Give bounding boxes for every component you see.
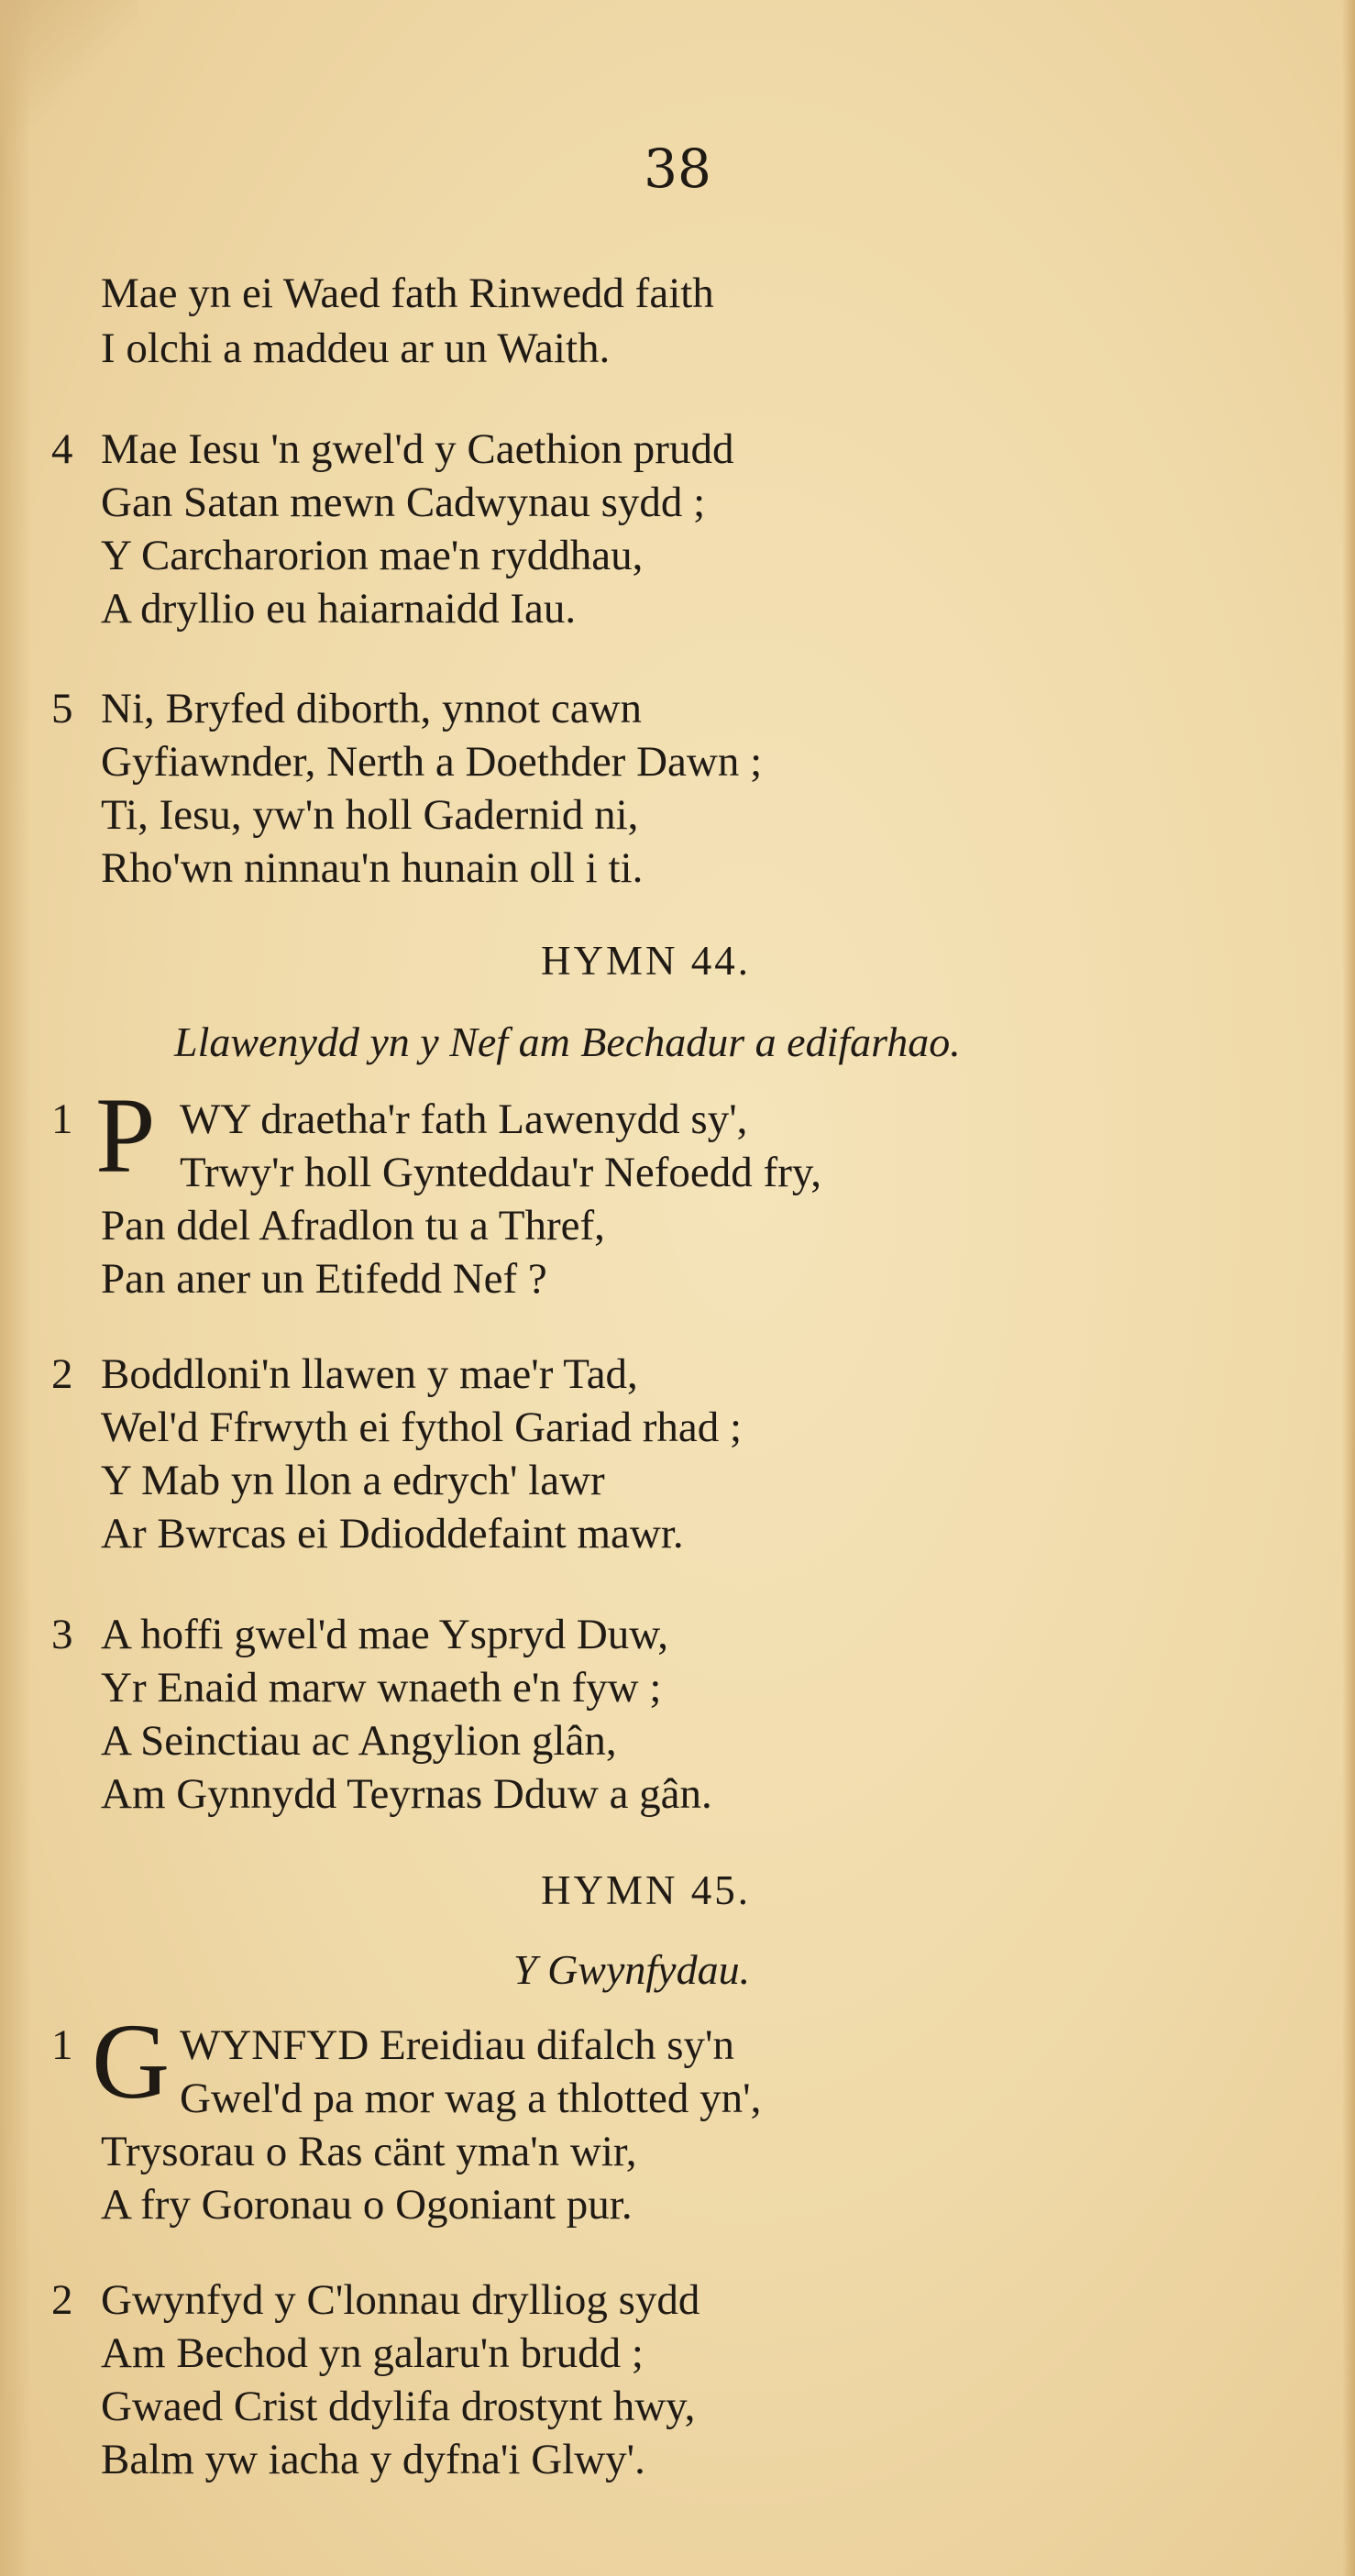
verse-line: Pan ddel Afradlon tu a Thref, — [101, 1202, 605, 1249]
verse-line: Y Mab yn llon a edrych' lawr — [101, 1457, 605, 1504]
verse-line: Y Carcharorion mae'n ryddhau, — [101, 532, 644, 579]
verse-line: Yr Enaid marw wnaeth e'n fyw ; — [101, 1664, 662, 1712]
verse-line: Gwynfyd y C'lonnau drylliog sydd — [101, 2276, 700, 2324]
verse-number: 5 — [51, 685, 73, 732]
hymn-title: HYMN 45. — [541, 1867, 752, 1913]
page-number: 38 — [644, 138, 711, 200]
verse-line: Trysorau o Ras cänt yma'n wir, — [101, 2128, 637, 2175]
verse-line: I olchi a maddeu ar un Waith. — [101, 325, 611, 372]
verse-line: WY draetha'r fath Lawenydd sy', — [180, 1095, 748, 1143]
folded-corner — [0, 0, 138, 138]
verse-line: Ar Bwrcas ei Ddioddefaint mawr. — [101, 1510, 684, 1558]
verse-line: Am Bechod yn galaru'n brudd ; — [101, 2329, 644, 2377]
verse-line: Gan Satan mewn Cadwynau sydd ; — [101, 479, 706, 526]
verse-number: 4 — [51, 425, 73, 473]
hymn-title: HYMN 44. — [541, 938, 752, 984]
verse-line: Mae yn ei Waed fath Rinwedd faith — [101, 270, 714, 317]
hymn-subtitle: Llawenydd yn y Nef am Bechadur a edifarhao. — [174, 1018, 961, 1065]
verse-number: 1 — [51, 1095, 73, 1143]
verse-line: Wel'd Ffrwyth ei fythol Gariad rhad ; — [101, 1404, 743, 1451]
verse-line: Gwel'd pa mor wag a thlotted yn', — [180, 2075, 762, 2122]
verse-number: 2 — [51, 2276, 73, 2324]
verse-line: A hoffi gwel'd mae Yspryd Duw, — [101, 1611, 668, 1658]
verse-line: Ni, Bryfed diborth, ynnot cawn — [101, 685, 643, 732]
verse-line: Trwy'r holl Gynteddau'r Nefoedd fry, — [180, 1149, 822, 1196]
verse-number: 2 — [51, 1350, 73, 1398]
page-edge-shadow-right — [1342, 0, 1355, 2576]
verse-line: Rho'wn ninnau'n hunain oll i ti. — [101, 844, 644, 892]
verse-number: 1 — [51, 2021, 73, 2069]
verse-line: Ti, Iesu, yw'n holl Gadernid ni, — [101, 791, 639, 839]
verse-line: Balm yw iacha y dyfna'i Glwy'. — [101, 2436, 645, 2483]
verse-line: Gyfiawnder, Nerth a Doethder Dawn ; — [101, 738, 763, 786]
drop-cap: G — [92, 2001, 171, 2121]
verse-line: A Seinctiau ac Angylion glân, — [101, 1717, 617, 1765]
verse-number: 3 — [51, 1611, 73, 1658]
page-edge-shadow-left — [0, 0, 31, 2576]
verse-line: WYNFYD Ereidiau difalch sy'n — [180, 2021, 734, 2069]
verse-line: Boddloni'n llawen y mae'r Tad, — [101, 1350, 638, 1398]
verse-line: Gwaed Crist ddylifa drostynt hwy, — [101, 2383, 696, 2430]
verse-line: A fry Goronau o Ogoniant pur. — [101, 2181, 633, 2229]
verse-line: Am Gynnydd Teyrnas Dduw a gân. — [101, 1770, 712, 1818]
drop-cap: P — [95, 1075, 156, 1195]
verse-line: Pan aner un Etifedd Nef ? — [101, 1255, 547, 1303]
verse-line: Mae Iesu 'n gwel'd y Caethion prudd — [101, 425, 734, 473]
verse-line: A dryllio eu haiarnaidd Iau. — [101, 585, 577, 633]
hymn-subtitle: Y Gwynfydau. — [513, 1946, 751, 1993]
